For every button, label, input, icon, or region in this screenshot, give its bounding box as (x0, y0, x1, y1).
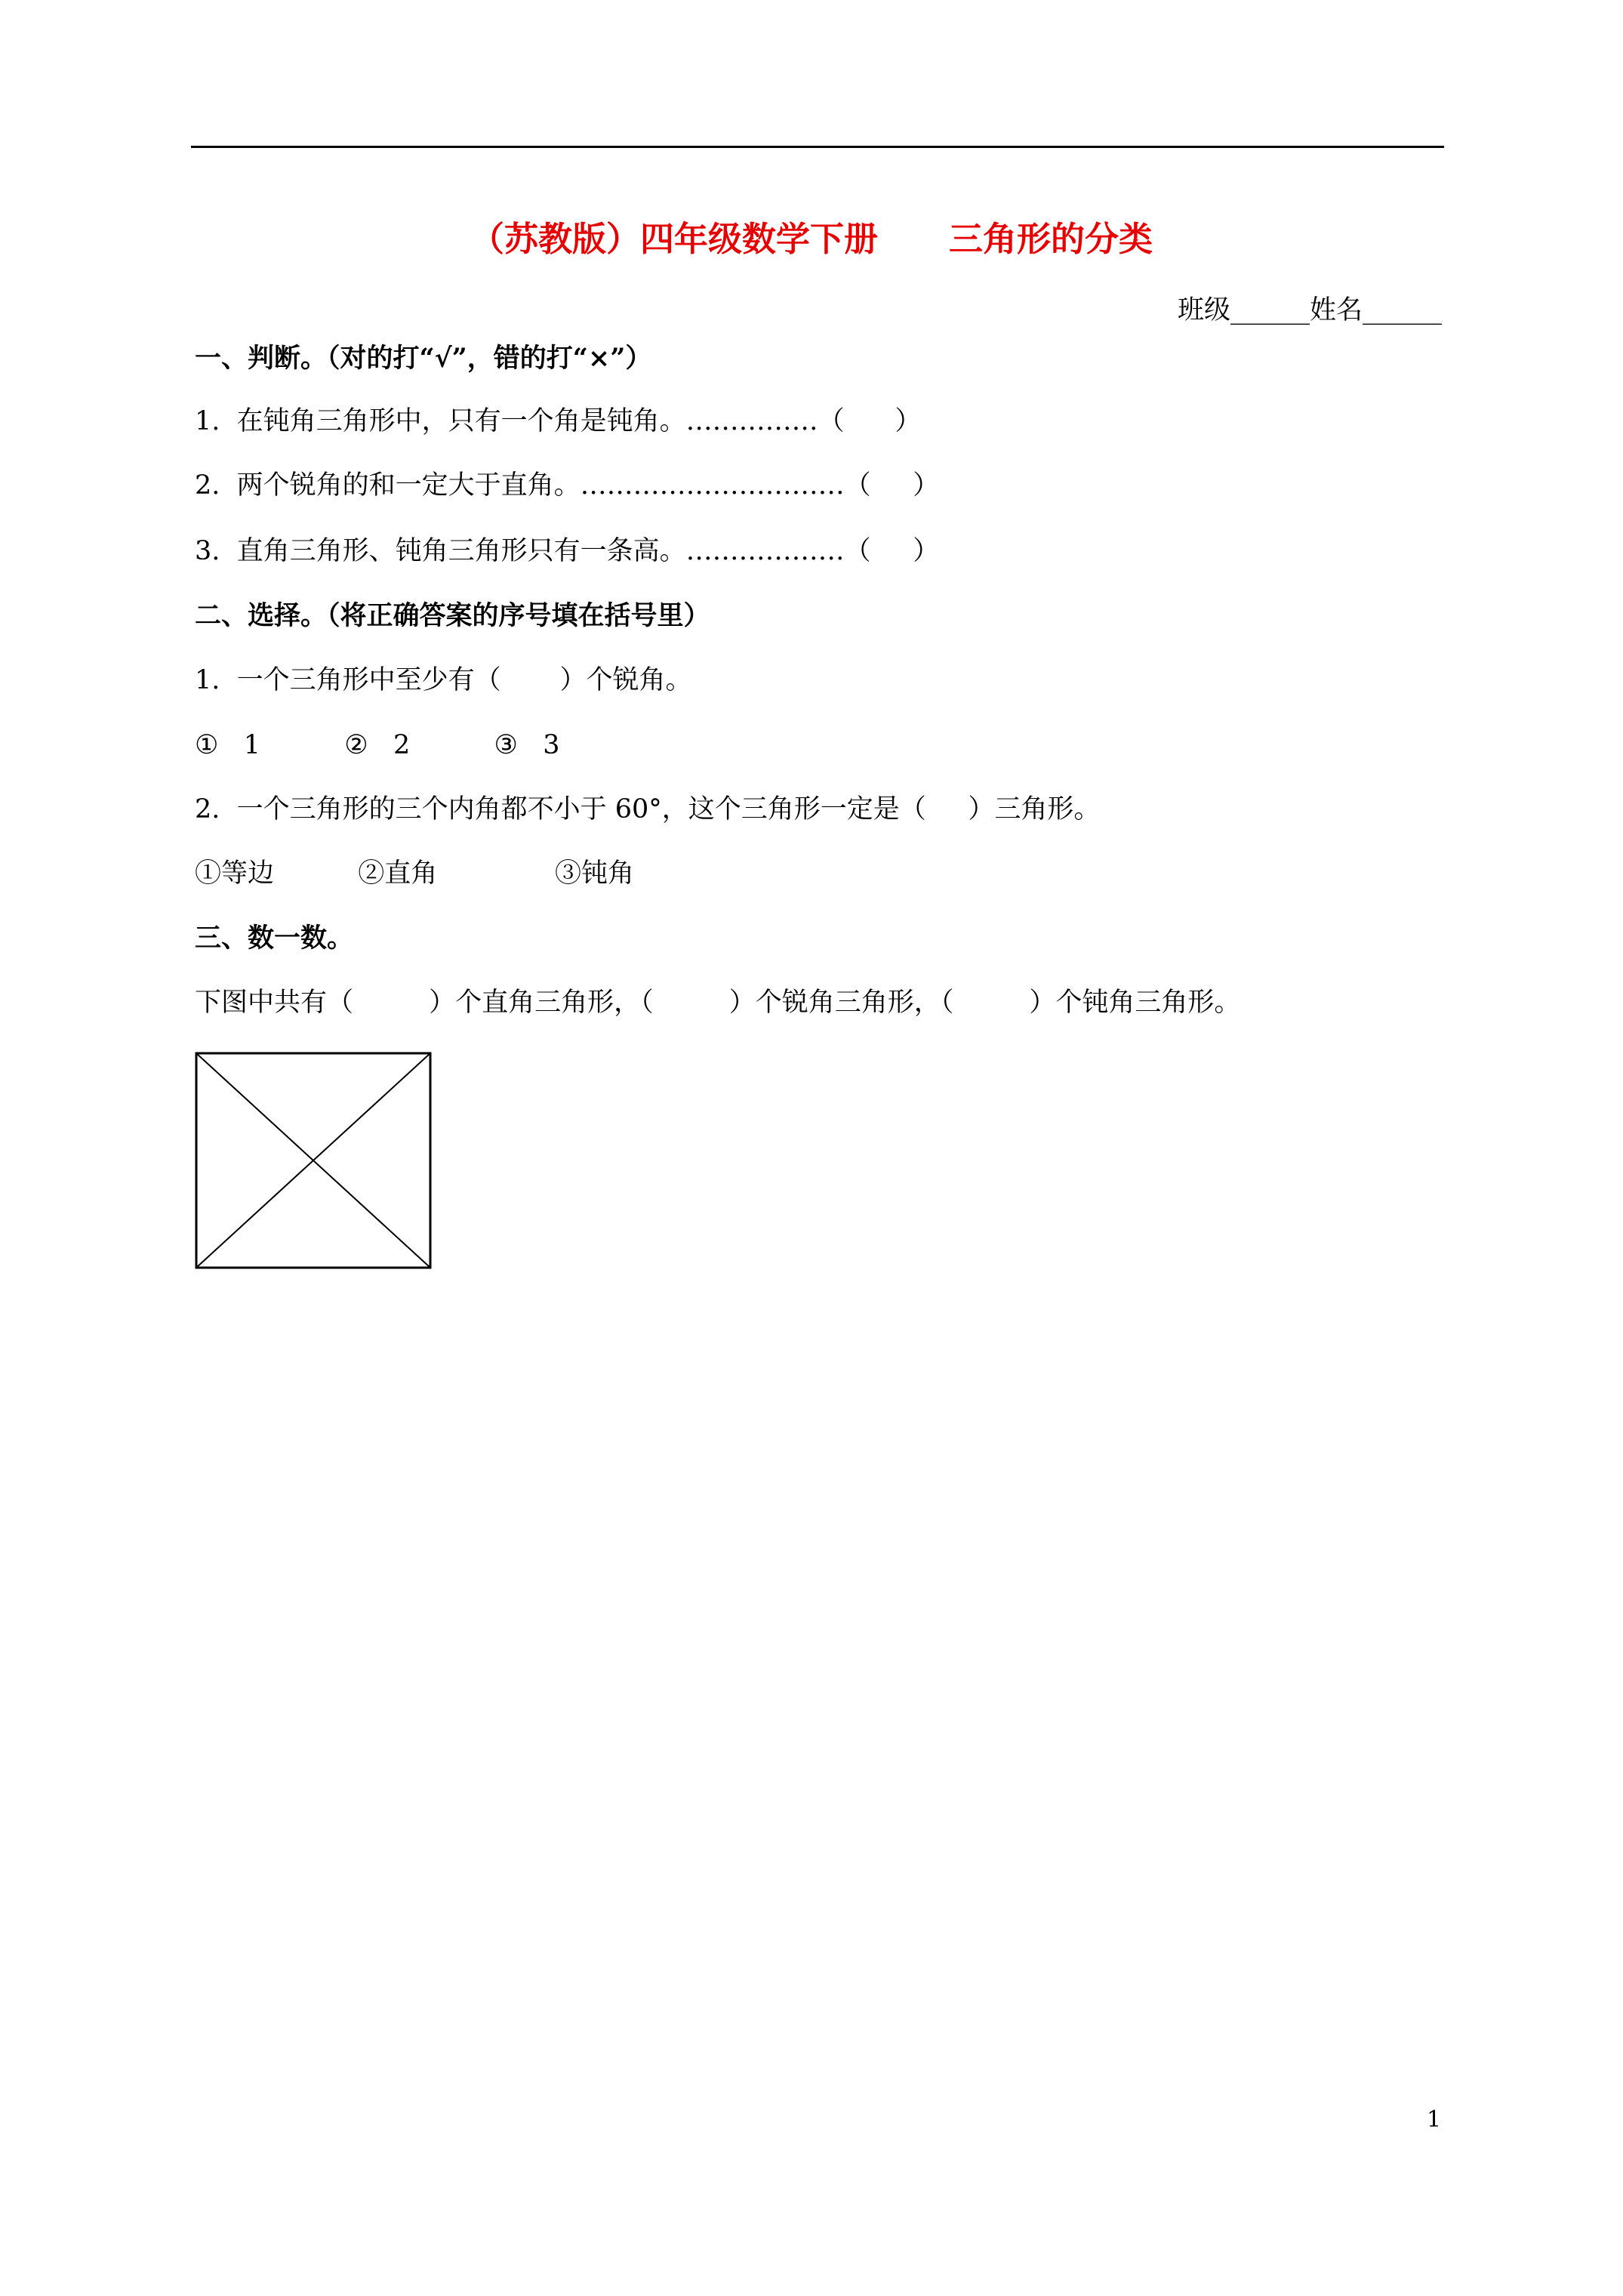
square-diagonals-figure (195, 1052, 433, 1271)
section1-heading: 一、判断。（对的打“√”，错的打“×”） (195, 343, 652, 374)
count-question: 下图中共有（ ）个直角三角形，（ ）个锐角三角形，（ ）个钝角三角形。 (195, 988, 1241, 1018)
page-title: （苏教版）四年级数学下册 三角形的分类 (470, 219, 1153, 259)
header-rule (191, 146, 1444, 148)
page-number: 1 (1427, 2106, 1442, 2133)
choice-q2: 2. 一个三角形的三个内角都不小于 60°，这个三角形一定是（ ）三角形。 (195, 794, 1101, 824)
choice-q2-options: ①等边 ②直角 ③钝角 (195, 858, 635, 889)
judge-item-1: 1. 在钝角三角形中，只有一个角是钝角。……………（ ） (195, 406, 922, 436)
section2-heading: 二、选择。（将正确答案的序号填在括号里） (195, 600, 710, 631)
choice-q1-options: ① 1 ② 2 ③ 3 (195, 730, 560, 760)
section3-heading: 三、数一数。 (195, 923, 354, 954)
judge-item-2: 2. 两个锐角的和一定大于直角。…………………………（ ） (195, 470, 940, 501)
class-name-line: 班级______姓名______ (1177, 295, 1442, 325)
judge-item-3: 3. 直角三角形、钝角三角形只有一条高。………………（ ） (195, 536, 940, 566)
choice-q1: 1. 一个三角形中至少有（ ）个锐角。 (195, 665, 692, 695)
